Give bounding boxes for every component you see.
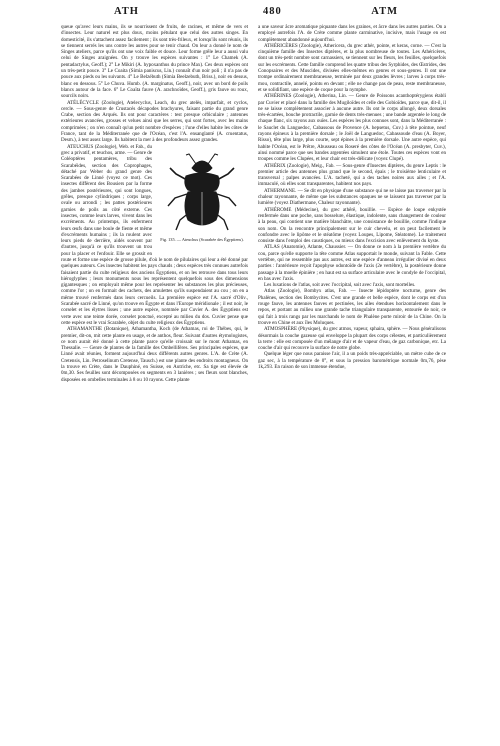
entry-atherix: ATHÉRIX (Zoologie), Meig., Fab. — Sous-genre d'Insectes diptères, du genre Leptis : le premier article des antennes plus grand que le second, épais ; le troisième lenticulaire et transversal ; palpes avancées. L'A. tacheté, qui a des taches noires aux ailes ; et l'A. immaculé, où elles sont transparentes, habitent nos pays. bbox=[258, 162, 446, 188]
entry-athamanthe-continued: a une saveur âcre aromatique piquante dans les graines, et âcre dans les autres parties. On a employé autrefois l'A. de Crète comme plante carminative, incisive, mais l'usage en est complètement abandonné aujourd'hui. bbox=[258, 24, 446, 43]
figure-caption: Fig. 135. — Ateuchus (Scarabée des Égyptiens). bbox=[160, 236, 244, 242]
running-head-left: ATH bbox=[114, 6, 139, 17]
running-head bbox=[62, 6, 460, 20]
entry-athamanthe: ATHAMANTHE (Botanique), Athamantha, Koch (de Athamas, roi de Thèbes, qui, le premier, dit-on, mit cette plante en usage, et de anthos, fleur. Suivant d'autres étymologistes, ce nom aurait été donné à cette plante parce qu'elle croissait sur le mont Athamas, en Thessalie. — Genre de plantes de la famille des Ombellifères. Ses principales espèces, que Linné avait réunies, forment aujourd'hui deux différents autres genres. L'A. de Crète (A. Cretensis, Lin. Petroselinum Cretense, Tausch.) est une plante des endroits montagneux. On la trouve en Crète, dans le Dauphiné, en Suisse, en Autriche, etc. Sa tige est élevée de 0m,30. Ses feuilles sont décomposées en segments en 3 lanières ; ses fleurs sont blanches, disposées en ombelles terminales à 8 ou 10 rayons. Cette plante bbox=[61, 326, 248, 383]
entry-athericeres: ATHÉRICÈRES (Zoologie), Athericera, du grec athèr, pointe, et keras, corne. — C'est la cinquième famille des Insectes diptères, et la plus nombreuse de toutes. Les Athéricères, dont un très-petit nombre sont carnassiers, se tiennent sur les fleurs, les feuilles, quelquefois sur les excréments. Cette famille comprend les quatre tribus des Syrphides, des Œstrides, des Conopsaires et des Muscides, divisées elles-mêmes en genres et sous-genres. Il ont une trompe ordinairement membraneuse, terminée par deux grandes lèvres ; larves à corps très-mou, contractile, annelé, pointu en devant ; elle ne change pas de peau, reste membraneuse, et se solidifiant, une espèce de coque pour la nymphe. bbox=[258, 42, 446, 93]
running-head-right: ATM bbox=[371, 6, 398, 17]
entry-atlas-anatomie: ATLAS (Anatomie), Atlante, Chaussier. — On donne ce nom à la première vertèbre du cou, parce qu'elle supporte la tête comme Atlas supportait le monde, suivant la Fable. Cette vertèbre, qui ne ressemble pas aux autres, est une espèce d'anneau irrégulier divisé en deux parties : l'antérieure reçoit l'apophyse odontoïde de l'axis (2e vertèbre), la postérieure donne passage à la moelle épinière ; en haut est sa surface articulaire avec le condyle de l'occipital, en bas avec l'axis. bbox=[258, 244, 446, 282]
left-column bbox=[61, 24, 248, 383]
entry-atherines: ATHÉRINES (Zoologie), Atherina, Lin. — Genre de Poissons acanthoptérygiens établi par Cuvier et placé dans la famille des Mugiloïdes et celle des Gobioïdes, parce que, dit-il, il ne se laisse complètement associer à aucune autre. Ils ont le corps allongé, deux dorsales très-écartées, bouche protractile, garnie de dents très-menues ; une bande argentée le long de chaque flanc, six rayons aux ouïes. Les espèces les plus connues sont, dans la Méditerranée : le Sauclet du Languedoc, Cabassous de Provence (A. hepsetus, Cuv.) à tête pointue, neuf rayons épineux à la première dorsale ; le Joël de Languedoc, Cabassoude d'eau (A. Boyer, Risso), tête plus large, plus courte, sept épines à la première dorsale. Une autre espèce, qui habite l'Océan, est le Prêtre, Abusseau ou Roseré des côtes de l'Océan (A. presbyter, Cuv.), ainsi nommé parce que ses bandes argentées simulent une étole. Toutes ces espèces vont en troupes comme les Clupées, et leur chair est très-délicate (voyez Clupé). bbox=[258, 93, 446, 163]
entry-atmosphere: ATMOSPHÈRE (Physique), du grec atmos, vapeur, sphaira, sphère. — Nous généralisons désormais la couche gazeuse qui enveloppe la plupart des corps célestes, et particulièrement la terre : elle est composée d'un mélange d'air et de vapeur d'eau, de gaz carbonique, etc. La couche d'air qui recouvre la surface de notre globe. bbox=[258, 326, 446, 352]
figure-ateuchus bbox=[156, 146, 248, 252]
entry-atlas-luxations: Les luxations de l'atlas, soit avec l'occipital, soit avec l'axis, sont mortelles. bbox=[264, 282, 416, 289]
entry-athermane: ATHERMANE. — Se dit en physique d'une substance qui ne se laisse pas traverser par la chaleur rayonnante, de même que les substances opaques ne se laissent pas traverser par la lumière (voyez Diathermane, Chaleur rayonnante). bbox=[258, 187, 446, 207]
beetle-illustration bbox=[156, 146, 248, 234]
entry-atlas-zoologie: Atlas (Zoologie), Bombyx atlas, Fab. — Insecte lépidoptère nocturne, genre des Phalènes, section des Bombycites. C'est une grande et belle espèce, dont le corps est d'un rouge fauve, les antennes fauves et pectinées, les ailes étendues horizontalement dans le repos, et portant au milieu une grande tache triangulaire transparente, entourée de noir, ce qui fait à trois rangs par les marchands le nom de Phalène porte miroir de la Chine. On la trouve en Chine et aux îles Moluques. bbox=[258, 288, 446, 326]
entry-atherome: ATHÉROME (Médecine), du grec athêrê, bouillie. — Espèce de loupe enkystée renfermée dans une poche, sans bosselure, élastique, indolente, sans changement de couleur à la peau, qui contient une matière blanchâtre, une consistance de bouillie, comme l'indique son nom. On la rencontre principalement sur le cuir chevelu, et on peut facilement le confondre avec le lipôme et le stéatôme (voyez Loupes, Lipome, Stéatome). Le traitement consiste dans l'emploi des caustiques, ou mieux dans l'excision avec enlèvement du kyste. bbox=[258, 206, 446, 245]
entry-ateuchus: ATEUCHUS (Zoologie), Web. et Fab., du grec a privatif, et teuchos, arme. — Genre de Coléoptères pentamères, tribu des Scarabéides, section des Coprophages, détaché par Weber du grand genre des Scarabées de Linné (voyez ce mot). Ces insectes diffèrent des Bousiers par la forme des jambes postérieures, qui sont longues, grêles, presque cylindriques ; corps large, ovale ou arrondi ; les pattes postérieures garnies de poils au côté externe. Ces insectes, comme leurs larves, vivent dans les excréments. Au printemps, ils enferment leurs œufs dans une boule de fiente et même d'excréments humains ; ils la roulent avec leurs pieds de derrière, aidés souvent par d'autres, jusqu'à ce qu'ils trouvent un trou pour la placer et l'enfouir. Elle se grossit en route et forme une espèce de grosse pilule, d'où le nom de pilulaires qui leur a été donné par quelques auteurs. Ces insectes habitent les pays chauds ; deux espèces très connues autrefois faisaient partie du culte religieux des anciens Égyptiens, et on les retrouve dans tous leurs hiéroglyphes ; leurs monuments nous les représentent quelquefois sous des dimensions gigantesques ; on employait même pour les représenter les substances les plus précieuses, comme l'or ; on en formait des cachets, des amulettes qu'ils suspendaient au cou ; on en a même trouvé renfermés dans leurs cercueils. La première espèce est l'A. sacré d'Oliv., Scarabée sacré de Linné, qu'on trouve en Égypte et dans l'Europe méridionale ; il est noir, le corselet et les élytres lisses ; une autre espèce, nommée par Cuvier A. des Égyptiens est verte avec une teinte dorée, corselet ponctué, excepté au milieu du dos. Cuvier pense que cette espèce est le vrai Scarabée, objet du culte religieux des Égyptiens. bbox=[61, 143, 248, 326]
right-column bbox=[258, 24, 446, 370]
entry-atelecycle: ATÉLÉCYCLE (Zoologie), Atelecyclus, Leach, du grec atelès, imparfait, et cyclos, cercle. — Sous-genre de Crustacés décapodes brachyures, faisant partie du grand genre Crabe, section des Arqués. Ils ont pour caractères : test presque orbiculaire ; antennes extérieures avancées, grosses et velues ainsi que les serres, qui sont fortes, avec les mains comprimées ; on n'en connaît qu'un petit nombre d'espèces ; l'une d'elles habite les côtes de France, tant de la Méditerranée que de l'Océan, c'est l'A. ensanglanté (A. cruentatus, Desm.), à test assez large. Ils habitent la mer à des profondeurs assez grandes. bbox=[61, 99, 248, 144]
entry-atele-continued: queue qu'avec leurs mains, ils se nourrissent de fruits, de racines, et même de vers et d'insectes. Leur naturel est plus doux, moins pétulant que celui des autres singes. En domesticité, ils s'attachent assez facilement ; ils sont très-frileux, et lorsqu'ils sont réunis, ils se tiennent serrés les uns contre les autres pour se tenir chaud. On leur a donné le nom de Singes ateliers, parce qu'ils ont une voix faible et douce. Leur forme grêle leur a aussi valu celui de Singes araignées. On y trouve les espèces suivantes : 1° Le Chamek (A. pentadactylus, Geoff.); 2° Le Mikiri (A. hypoxanthus du prince Max). Ces deux espèces ont un très-petit pouce. 3° Le Coaita (Simia paniscus, Lin.) connaît d'un noir poli ; il n'a pas de pouce aux pieds ou les suivants. 4° Le Belzébuth (Simia Beelzebuth, Briss.), noir en dessus, blanc en dessous. 5° Le Chuva. Humb. (A. marginatus, Geoff.), noir, avec un bord de poils blancs autour de la face. 6° Le Coaïta fauve (A. arachnoïdes, Geoff.), gris fauve ou roux, sourcils noirs. bbox=[61, 24, 248, 100]
entry-atmosphere-weight: Quelque léger que nous paraisse l'air, il a un poids très-appréciable, un mètre cube de ce gaz sec, à la température de 0°, et sous la pression barométrique normale 0m,76, pèse 1k,293. En raison de son immense étendue, bbox=[258, 351, 446, 371]
page-number: 480 bbox=[263, 6, 282, 17]
